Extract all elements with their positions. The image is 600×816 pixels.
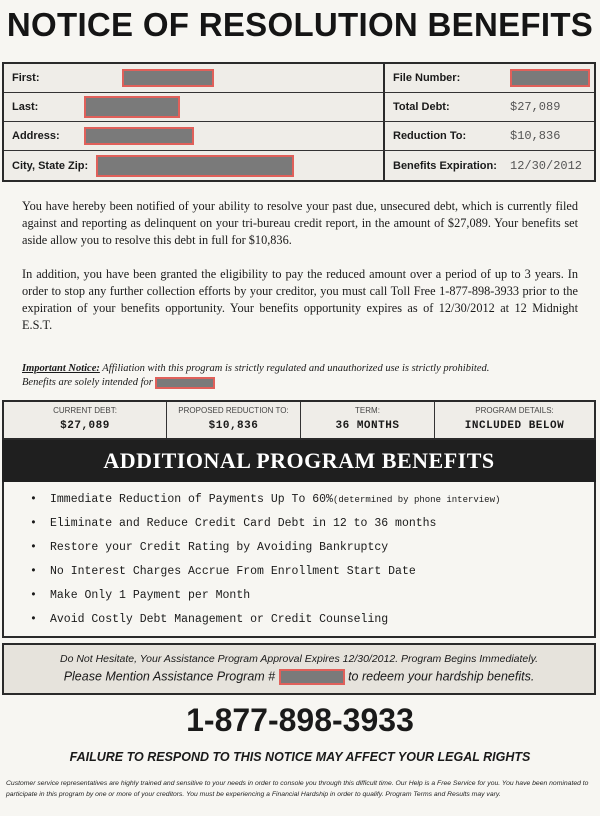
callout-text: to redeem your hardship benefits. [344,669,535,684]
summary-cell [435,402,594,438]
redacted-city [96,155,294,177]
list-item: • Immediate Reduction of Payments Up To 60% (determined by phone interview) [30,488,594,512]
list-item: • Restore your Credit Rating by Avoiding Bankruptcy [30,536,594,560]
important-notice [22,362,582,390]
benefit-text: Immediate Reduction of Payments Up To 60% [50,493,333,506]
city-label: City, State Zip: [12,159,89,172]
reduction-value: $10,836 [510,129,561,143]
benefits-list [2,482,596,638]
summary-value: 36 MONTHS [335,420,400,432]
reduction-label: Reduction To: [393,130,467,142]
list-item: • Make Only 1 Payment per Month [30,584,594,608]
benefit-text: Restore your Credit Rating by Avoiding Bankruptcy [50,541,389,554]
summary-value: $10,836 [208,420,259,432]
first-label: First: [12,72,40,84]
redacted-file-number [510,69,590,87]
summary-table [2,400,596,440]
summary-label: PROPOSED REDUCTION TO: [178,406,289,415]
summary-label: TERM: [355,406,380,415]
callout-line2 [4,669,594,685]
summary-value: INCLUDED BELOW [464,420,565,432]
phone-number: 1-877-898-3933 [186,702,414,738]
footer-disclaimer: Customer service representatives are highly trained and sensitive to your needs in order to console you through this difficult time. Our Help is a Free Service for you. You have been nominated to participate in this program by one or more of your creditors. You must be experiencing a Financial Hardship in order to qualify. Program Terms and Results may vary. [6,780,589,798]
list-item: • Avoid Costly Debt Management or Credit Counseling [30,608,594,632]
table-row [4,151,594,180]
account-info-table [2,62,596,182]
address-label: Address: [12,130,60,142]
redacted-address [84,127,194,145]
summary-cell [167,402,301,438]
notice-text: Affiliation with this program is strictly regulated and unauthorized use is strictly prohibited. [99,363,490,374]
last-label: Last: [12,101,39,113]
list-item: • Eliminate and Reduce Credit Card Debt in 12 to 36 months [30,512,594,536]
expiration-value: 12/30/2012 [510,158,583,173]
redacted-last [84,96,180,118]
page-title: NOTICE OF RESOLUTION BENEFITS [6,6,594,43]
benefit-text: Eliminate and Reduce Credit Card Debt in 12 to 36 months [50,517,437,530]
expiration-label: Benefits Expiration: [393,159,497,172]
benefit-text: Make Only 1 Payment per Month [50,589,251,602]
redacted-name [155,377,215,389]
callout-text: Please Mention Assistance Program # [63,669,279,684]
summary-label: PROGRAM DETAILS: [475,406,554,415]
benefit-note: (determined by phone interview) [332,495,501,505]
table-row [4,122,594,151]
callout-line1: Do Not Hesitate, Your Assistance Program Approval Expires 12/30/2012. Program Begins Immediately. [60,653,538,665]
table-row [4,64,594,93]
summary-cell [4,402,167,438]
paragraph: You have hereby been notified of your ability to resolve your past due, unsecured debt, which is currently filed against and reporting as delinquent on your tri-bureau credit report, in the amount of $27,089. Your benefits set aside allow you to resolve this debt in full for $10,836. [22,199,578,247]
benefits-heading: ADDITIONAL PROGRAM BENEFITS [2,440,596,482]
total-debt-value: $27,089 [510,100,561,114]
callout-box [2,643,596,695]
benefit-text: No Interest Charges Accrue From Enrollment Start Date [50,565,416,578]
legal-warning: FAILURE TO RESPOND TO THIS NOTICE MAY AFFECT YOUR LEGAL RIGHTS [69,750,531,764]
summary-cell [301,402,435,438]
notice-label: Important Notice: [22,363,100,374]
summary-label: CURRENT DEBT: [53,406,117,415]
notice-line2: Benefits are solely intended for [22,377,156,388]
list-item: • No Interest Charges Accrue From Enrollment Start Date [30,560,594,584]
total-debt-label: Total Debt: [393,101,450,113]
redacted-program-number [279,669,345,685]
paragraph: In addition, you have been granted the eligibility to pay the reduced amount over a period of up to 3 years. In order to stop any further collection efforts by your creditor, you must call Toll Free 1-877-898-3933 prior to the expiration of your benefits opportunity. Your benefits opportunity expires as of 12/30/2012 at 12 Midnight E.S.T. [22,267,578,332]
redacted-first [122,69,214,87]
benefit-text: Avoid Costly Debt Management or Credit Counseling [50,613,389,626]
table-row [4,93,594,122]
summary-value: $27,089 [60,420,110,432]
file-number-label: File Number: [393,72,461,84]
